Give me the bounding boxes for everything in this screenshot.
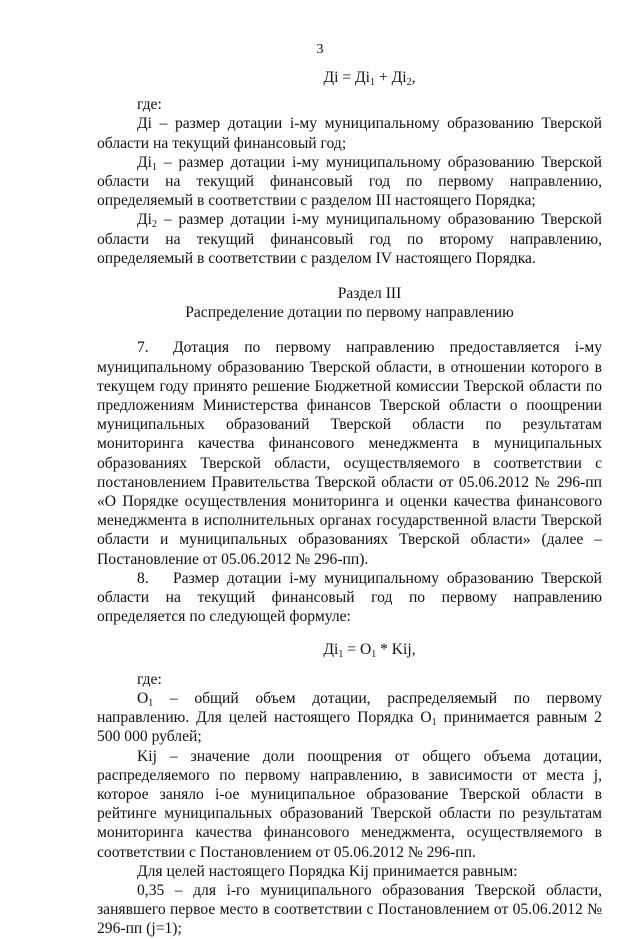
- section-title: Раздел III: [337, 285, 402, 303]
- definition-o1: $О_1$ – общий объем дотации, распределяемый по первому направлению. Для целей настоящего Порядка $О_1$ принимается равным 2 500 000 рублей;: [97, 689, 602, 746]
- paragraph-8: [97, 569, 602, 627]
- definition-di1: $Дi_1$ – размер дотации i-му муниципальному образованию Тверской области на текущий финансовый год по первому направлению, определяемый в соответствии с разделом III настоящего Порядка;: [97, 153, 602, 210]
- formula-lhs: Дi: [323, 69, 339, 86]
- paragraph-number: 7.: [137, 339, 149, 357]
- paragraph-number: 8.: [137, 569, 149, 587]
- kij-intro: Для целей настоящего Порядка Kij принимается равным:: [137, 862, 518, 880]
- where-label: где:: [137, 670, 162, 688]
- paragraph-text: Размер дотации i-му муниципальному образованию Тверской области на текущий финансовый год по первому направлению определяется по следующей формуле:: [97, 569, 602, 626]
- definition-di2: $Дi_2$ – размер дотации i-му муниципальному образованию Тверской области на текущий финансовый год по второму направлению, определяемый в соответствии с разделом IV настоящего Порядка.: [97, 211, 602, 267]
- section-subtitle: Распределение дотации по первому направлению: [185, 304, 514, 322]
- definition-di: Дi – размер дотации i-му муниципальному образованию Тверской области на текущий финансовый год;: [97, 115, 602, 152]
- formula-total-subsidy: Дi = $Дi_1 + Дi_2$,: [323, 69, 416, 88]
- definition-kij: Kij – значение доли поощрения от общего объема дотации, распределяемого по первому направлению, в зависимости от места j, которое заняло i-ое муниципальное образование Тверской области в рейтинге муниципальных образований Тверской области по результатам мониторинга качества финансового менеджмента, осуществляемого в соответствии с Постановлением от 05.06.2012 № 296-пп.: [97, 747, 602, 861]
- formula-first-direction: $Дi_1 = О_1$ * Kij,: [323, 641, 416, 661]
- document-body: [97, 64, 602, 939]
- paragraph-text: Дотация по первому направлению предоставляется i-му муниципальному образованию Тверской области, в отношении которого в текущем году принято решение Бюджетной комиссии Тверской области по предложениям Министерства финансов Тверской области о поощрении муниципальных образований Тверской области по результатам мониторинга качества финансового менеджмента в муниципальных образованиях Тверской области, осуществляемого в соответствии с постановлением Правительства Тверской области от 05.06.2012 № 296-пп «О Порядке осуществления мониторинга и оценки качества финансового менеджмента в исполнительных органах государственной власти Тверской области и муниципальных образованиях Тверской области» (далее – Постановление от 05.06.2012 № 296-пп).: [97, 339, 602, 568]
- paragraph-7: [97, 338, 602, 568]
- kij-first-place: 0,35 – для i-го муниципального образования Тверской области, занявшего первое место в соответствии с Постановлением от 05.06.2012 № 296-пп (j=1);: [97, 881, 602, 938]
- where-label: где:: [137, 96, 162, 114]
- page-number: 3: [316, 42, 324, 57]
